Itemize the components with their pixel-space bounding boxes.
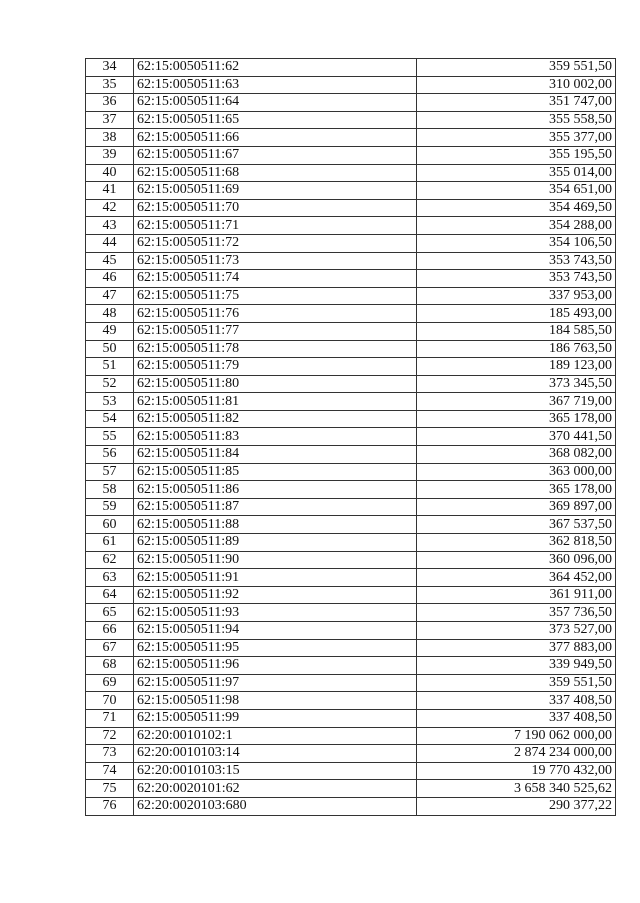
row-number-cell: 68: [86, 657, 134, 675]
table-row: [86, 340, 616, 358]
cadastral-value-cell: 369 897,00: [417, 498, 616, 516]
row-number-cell: 36: [86, 94, 134, 112]
cadastral-number-cell: 62:15:0050511:92: [134, 586, 417, 604]
row-number-cell: 42: [86, 199, 134, 217]
cadastral-value-cell: 368 082,00: [417, 446, 616, 464]
cadastral-value-cell: 370 441,50: [417, 428, 616, 446]
cadastral-number-cell: 62:15:0050511:85: [134, 463, 417, 481]
row-number-cell: 75: [86, 780, 134, 798]
cadastral-value-cell: 354 106,50: [417, 234, 616, 252]
cadastral-value-cell: 189 123,00: [417, 358, 616, 376]
cadastral-value-cell: 354 288,00: [417, 217, 616, 235]
row-number-cell: 50: [86, 340, 134, 358]
cadastral-number-cell: 62:15:0050511:76: [134, 305, 417, 323]
cadastral-value-cell: 354 469,50: [417, 199, 616, 217]
cadastral-value-cell: 364 452,00: [417, 569, 616, 587]
cadastral-number-cell: 62:20:0010103:15: [134, 762, 417, 780]
row-number-cell: 37: [86, 111, 134, 129]
table-row: [86, 146, 616, 164]
cadastral-number-cell: 62:15:0050511:66: [134, 129, 417, 147]
table-row: [86, 446, 616, 464]
table-row: [86, 393, 616, 411]
cadastral-value-cell: 365 178,00: [417, 410, 616, 428]
row-number-cell: 44: [86, 234, 134, 252]
row-number-cell: 47: [86, 287, 134, 305]
row-number-cell: 52: [86, 375, 134, 393]
cadastral-value-cell: 373 345,50: [417, 375, 616, 393]
row-number-cell: 61: [86, 534, 134, 552]
cadastral-number-cell: 62:15:0050511:72: [134, 234, 417, 252]
row-number-cell: 55: [86, 428, 134, 446]
row-number-cell: 45: [86, 252, 134, 270]
cadastral-value-cell: 339 949,50: [417, 657, 616, 675]
row-number-cell: 43: [86, 217, 134, 235]
cadastral-number-cell: 62:15:0050511:87: [134, 498, 417, 516]
table-row: [86, 569, 616, 587]
row-number-cell: 62: [86, 551, 134, 569]
table-row: [86, 692, 616, 710]
cadastral-number-cell: 62:15:0050511:86: [134, 481, 417, 499]
row-number-cell: 70: [86, 692, 134, 710]
cadastral-number-cell: 62:15:0050511:67: [134, 146, 417, 164]
table-row: [86, 674, 616, 692]
table-row: [86, 762, 616, 780]
cadastral-value-cell: 373 527,00: [417, 622, 616, 640]
cadastral-value-cell: 362 818,50: [417, 534, 616, 552]
row-number-cell: 35: [86, 76, 134, 94]
cadastral-number-cell: 62:15:0050511:98: [134, 692, 417, 710]
cadastral-value-cell: 355 558,50: [417, 111, 616, 129]
cadastral-value-cell: 290 377,22: [417, 797, 616, 815]
row-number-cell: 41: [86, 182, 134, 200]
cadastral-value-cell: 353 743,50: [417, 270, 616, 288]
row-number-cell: 66: [86, 622, 134, 640]
cadastral-number-cell: 62:20:0020103:680: [134, 797, 417, 815]
row-number-cell: 59: [86, 498, 134, 516]
cadastral-value-cell: 365 178,00: [417, 481, 616, 499]
row-number-cell: 57: [86, 463, 134, 481]
table-row: [86, 287, 616, 305]
cadastral-number-cell: 62:20:0010102:1: [134, 727, 417, 745]
table-row: [86, 727, 616, 745]
table-row: [86, 780, 616, 798]
table-row: [86, 217, 616, 235]
table-row: [86, 745, 616, 763]
table-row: [86, 639, 616, 657]
row-number-cell: 63: [86, 569, 134, 587]
table-row: [86, 463, 616, 481]
table-row: [86, 129, 616, 147]
cadastral-value-cell: 310 002,00: [417, 76, 616, 94]
table-row: [86, 234, 616, 252]
cadastral-number-cell: 62:15:0050511:64: [134, 94, 417, 112]
row-number-cell: 40: [86, 164, 134, 182]
table-row: [86, 182, 616, 200]
cadastral-number-cell: 62:15:0050511:79: [134, 358, 417, 376]
row-number-cell: 74: [86, 762, 134, 780]
row-number-cell: 54: [86, 410, 134, 428]
row-number-cell: 69: [86, 674, 134, 692]
cadastral-value-cell: 351 747,00: [417, 94, 616, 112]
table-row: [86, 164, 616, 182]
row-number-cell: 58: [86, 481, 134, 499]
cadastral-number-cell: 62:15:0050511:69: [134, 182, 417, 200]
row-number-cell: 53: [86, 393, 134, 411]
cadastral-number-cell: 62:15:0050511:70: [134, 199, 417, 217]
cadastral-value-cell: 357 736,50: [417, 604, 616, 622]
row-number-cell: 51: [86, 358, 134, 376]
cadastral-value-cell: 185 493,00: [417, 305, 616, 323]
row-number-cell: 39: [86, 146, 134, 164]
table-row: [86, 551, 616, 569]
table-row: [86, 657, 616, 675]
table-row: [86, 709, 616, 727]
cadastral-value-cell: 367 537,50: [417, 516, 616, 534]
cadastral-number-cell: 62:15:0050511:83: [134, 428, 417, 446]
row-number-cell: 46: [86, 270, 134, 288]
cadastral-number-cell: 62:15:0050511:77: [134, 322, 417, 340]
cadastral-value-cell: 353 743,50: [417, 252, 616, 270]
table-row: [86, 586, 616, 604]
cadastral-number-cell: 62:20:0020101:62: [134, 780, 417, 798]
cadastral-number-cell: 62:15:0050511:91: [134, 569, 417, 587]
cadastral-value-cell: 7 190 062 000,00: [417, 727, 616, 745]
table-row: [86, 270, 616, 288]
table-row: [86, 305, 616, 323]
cadastral-value-cell: 354 651,00: [417, 182, 616, 200]
table-row: [86, 428, 616, 446]
cadastral-value-table: [85, 58, 616, 816]
row-number-cell: 65: [86, 604, 134, 622]
row-number-cell: 71: [86, 709, 134, 727]
cadastral-number-cell: 62:15:0050511:95: [134, 639, 417, 657]
cadastral-number-cell: 62:15:0050511:97: [134, 674, 417, 692]
row-number-cell: 34: [86, 59, 134, 77]
cadastral-number-cell: 62:15:0050511:65: [134, 111, 417, 129]
table-row: [86, 622, 616, 640]
row-number-cell: 76: [86, 797, 134, 815]
cadastral-number-cell: 62:15:0050511:73: [134, 252, 417, 270]
table-row: [86, 111, 616, 129]
row-number-cell: 49: [86, 322, 134, 340]
table-row: [86, 375, 616, 393]
table-row: [86, 322, 616, 340]
table-row: [86, 199, 616, 217]
cadastral-number-cell: 62:15:0050511:96: [134, 657, 417, 675]
cadastral-number-cell: 62:15:0050511:82: [134, 410, 417, 428]
table-row: [86, 516, 616, 534]
cadastral-number-cell: 62:20:0010103:14: [134, 745, 417, 763]
cadastral-number-cell: 62:15:0050511:78: [134, 340, 417, 358]
cadastral-value-cell: 337 953,00: [417, 287, 616, 305]
cadastral-value-cell: 355 377,00: [417, 129, 616, 147]
row-number-cell: 73: [86, 745, 134, 763]
row-number-cell: 72: [86, 727, 134, 745]
table-row: [86, 252, 616, 270]
cadastral-value-cell: 359 551,50: [417, 674, 616, 692]
cadastral-value-cell: 355 195,50: [417, 146, 616, 164]
cadastral-number-cell: 62:15:0050511:74: [134, 270, 417, 288]
row-number-cell: 64: [86, 586, 134, 604]
table-row: [86, 410, 616, 428]
row-number-cell: 48: [86, 305, 134, 323]
cadastral-value-cell: 2 874 234 000,00: [417, 745, 616, 763]
cadastral-number-cell: 62:15:0050511:88: [134, 516, 417, 534]
table-row: [86, 94, 616, 112]
cadastral-number-cell: 62:15:0050511:71: [134, 217, 417, 235]
cadastral-number-cell: 62:15:0050511:84: [134, 446, 417, 464]
cadastral-number-cell: 62:15:0050511:81: [134, 393, 417, 411]
cadastral-value-cell: 367 719,00: [417, 393, 616, 411]
row-number-cell: 38: [86, 129, 134, 147]
cadastral-number-cell: 62:15:0050511:68: [134, 164, 417, 182]
table-row: [86, 358, 616, 376]
row-number-cell: 67: [86, 639, 134, 657]
table-row: [86, 534, 616, 552]
table-row: [86, 498, 616, 516]
cadastral-value-cell: 337 408,50: [417, 709, 616, 727]
cadastral-value-cell: 355 014,00: [417, 164, 616, 182]
cadastral-value-cell: 361 911,00: [417, 586, 616, 604]
table-row: [86, 604, 616, 622]
row-number-cell: 60: [86, 516, 134, 534]
cadastral-value-cell: 377 883,00: [417, 639, 616, 657]
table-row: [86, 76, 616, 94]
cadastral-value-cell: 184 585,50: [417, 322, 616, 340]
table-body: [86, 59, 616, 816]
table-row: [86, 797, 616, 815]
cadastral-value-cell: 359 551,50: [417, 59, 616, 77]
cadastral-number-cell: 62:15:0050511:94: [134, 622, 417, 640]
cadastral-number-cell: 62:15:0050511:99: [134, 709, 417, 727]
cadastral-number-cell: 62:15:0050511:93: [134, 604, 417, 622]
cadastral-value-cell: 363 000,00: [417, 463, 616, 481]
cadastral-value-cell: 186 763,50: [417, 340, 616, 358]
cadastral-number-cell: 62:15:0050511:75: [134, 287, 417, 305]
cadastral-value-cell: 3 658 340 525,62: [417, 780, 616, 798]
cadastral-value-cell: 360 096,00: [417, 551, 616, 569]
table-row: [86, 481, 616, 499]
cadastral-number-cell: 62:15:0050511:63: [134, 76, 417, 94]
cadastral-number-cell: 62:15:0050511:89: [134, 534, 417, 552]
cadastral-number-cell: 62:15:0050511:90: [134, 551, 417, 569]
table-row: [86, 59, 616, 77]
cadastral-number-cell: 62:15:0050511:62: [134, 59, 417, 77]
row-number-cell: 56: [86, 446, 134, 464]
cadastral-number-cell: 62:15:0050511:80: [134, 375, 417, 393]
cadastral-value-cell: 337 408,50: [417, 692, 616, 710]
cadastral-value-cell: 19 770 432,00: [417, 762, 616, 780]
